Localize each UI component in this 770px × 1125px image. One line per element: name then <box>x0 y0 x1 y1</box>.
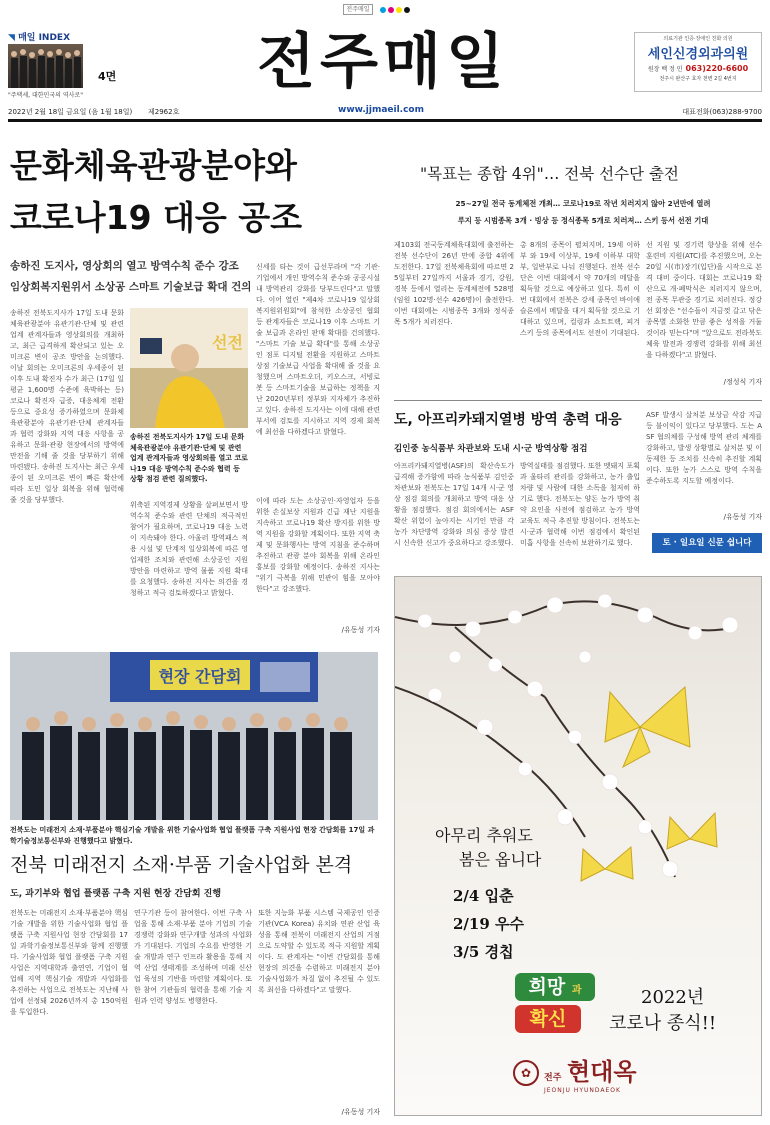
ad-logo <box>513 1045 673 1101</box>
ad-top-text: 의료기관 인증·장애인 친화 의원 <box>663 36 733 42</box>
ad-date-1: 2/4 입춘 <box>453 887 514 905</box>
athletes-byline: /정성식 기자 <box>723 378 762 386</box>
athletes-body-1: 제103회 전국동계체육대회에 출전하는 전북 선수단이 26년 만에 종합 4위에 도전한다. 17일 전북체육회에 따르면 25일부터 27일까지 서울과 경기, 강원, 경북 등에서 열리는 동계체전에 528명(임원 102명·선수 426명)이 출전한다. 이번 대회에는 시범종목 3개와 정식종목 5개가 치러진다. <box>394 241 514 326</box>
ad-doctor: 원장 백 정 민 <box>647 66 683 73</box>
issue-date: 2022년 2월 18일 금요일 (음 1월 18일) <box>8 108 133 116</box>
culture-sub-2: 임상회복지원위서 소상공 스마트 기술보급 확대 건의 <box>10 281 252 293</box>
battery-photo-caption: 전북도는 미래전지 소재·부품분야 핵심기술 개발을 위한 기술사업화 협업 플랫폼 구축 지원사업 현장 간담회를 17일 과학기술정보통신부와 진행했다고 밝혔다. <box>10 826 375 845</box>
site-url[interactable]: www.jjmaeil.com <box>338 105 424 115</box>
battery-photo <box>10 652 378 820</box>
ad-clinic-name: 세인신경외과의원 <box>647 47 749 62</box>
battery-body-1: 전북도는 미래전지 소재·부품분야 핵심기술 개발을 위한 기술사업화 협업 플랫폼 구축 지원사업 현장 간담회를 17일 과학기술정보통신부와 함께 진행했다. 기술사업화 협업 플랫폼 구축 지원사업은 지역대학과 출연연, 기업이 협업해 지역 핵심기술 개발과 사업화를 추진하는 사업으로 전북도는 지난해 사업에 선정돼 2026년까지 총 150억원을 투입한다. <box>10 909 128 1016</box>
ad-slogan-2: 코로나 종식!! <box>609 1013 717 1034</box>
ad-phone: 063)220-6600 <box>685 64 749 73</box>
index-box[interactable] <box>8 30 126 102</box>
ad-brand-en: JEONJU HYUNDAEOK <box>544 1087 621 1094</box>
ad-line-2: 봄은 옵니다 <box>459 850 542 869</box>
asf-body-3: ASF 발생시 살처분 보상금 삭감 지급 등 불이익이 있다고 당부했다. 도는 ASF 협의체를 구성해 방역 관리 체계를 강화하고, 발생 상황별로 살처분 및 이동제한 등 조치를 신속히 추진할 계획이다. 또한 농가 스스로 방역 수칙을 준수하도록 지도할 예정이다. <box>646 411 762 485</box>
battery-headline: 전북 미래전지 소재·부품 기술사업화 본격 <box>10 854 353 876</box>
culture-body-3: 위축된 지역경제 상황을 살펴보면서 방역수칙 준수와 관련 단체의 적극적인 참여가 필요하며, 코로나19 대응 노력이 지속돼야 한다. 아울러 방역패스 적용 시설 및 단계적 일상회복에 따른 영업제한 조치와 관련해 소상공인 지원 방안을 마련하고 방역 물품 지원 확대를 요청했다. 송하진 지사는 의견을 경청하고 적극 검토하겠다고 밝혔다. <box>130 501 248 597</box>
weekend-notice[interactable]: 토 · 일요일 신문 쉽니다 <box>652 533 762 553</box>
ad-badge-confidence: 확신 <box>515 1005 581 1033</box>
ad-brand-prefix: 전주 <box>544 1073 562 1083</box>
athletes-sub-2: 루지 등 시범종목 3개 · 빙상 등 정식종목 5개로 치러져… 스키 등서 선전 기대 <box>457 216 709 225</box>
ad-address: 전주시 완산구 효자 천변 2길 4번지 <box>659 76 737 82</box>
index-label: ◥ 매일 INDEX <box>8 33 71 43</box>
header-ad[interactable] <box>634 32 762 92</box>
battery-sub: 도, 과기부와 협업 플랫폼 구축 지원 현장 간담회 진행 <box>10 889 222 899</box>
date-line <box>8 104 762 122</box>
battery-byline: /유동성 기자 <box>341 1108 380 1116</box>
asf-headline: 도, 아프리카돼지열병 방역 총력 대응 <box>394 412 622 428</box>
culture-headline-1: 문화체육관광분야와 <box>10 146 297 185</box>
culture-body-4: 이에 따라 도는 소상공인·자영업자 등을 위한 손실보상 지원과 긴급 재난 지원을 지속하고 코로나19 확산 방지를 위한 방역 지원을 강화할 계획이다. 또한 지역 축제 및 문화행사는 방역 지침을 준수하며 추진하고 관광 분야 회복을 위해 온라인 홍보를 강화할 예정이다. 송하진 지사는 "위기 극복을 위해 민관이 힘을 모아야 한다"고 강조했다. <box>256 497 380 593</box>
ad-badge-mid: 과 <box>571 985 582 996</box>
battery-photo-graphic <box>10 652 378 820</box>
athletes-body-2: 총 8개의 종목이 펼쳐지며, 19세 이하부 와 19세 이상부, 19세 이하부 대학부, 일반부로 나눠 진행된다. 전북 선수단은 이번 대회에서 약 70개의 메달을 획득할 것으로 예상하고 있다. 특히 이번 대회에서 전북은 강세 종목인 바이애슬론에서 메달을 대거 획득할 것으로 기대하고 있으며, 컬링과 쇼트트랙, 피겨 스키 등의 종목에서도 선전이 기대된다. <box>520 241 640 337</box>
ad-date-3: 3/5 경칩 <box>453 943 514 961</box>
index-page: 4면 <box>98 70 117 83</box>
issue-number: 제2962호 <box>148 108 180 116</box>
asf-body-2: 방역실태를 점검했다. 또한 멧돼지 포획과 울타리 관리를 강화하고, 농가 출입 차량 및 사람에 대한 소독을 철저히 하기로 했다. 전북도는 양돈 농가 방역 취약 요인을 사전에 점검하고 농가 방역 교육도 적극 추진할 방침이다. 전북도는 시·군과 협력해 이번 점검에서 확인된 미흡 사항을 신속히 보완하기로 했다. <box>520 462 640 547</box>
ad-line-1: 아무리 추워도 <box>435 826 533 845</box>
ad-logo-mark-icon: ✿ <box>513 1060 539 1086</box>
ad-badge-1: 희망 <box>528 976 566 998</box>
battery-body-2: 연구기관 등이 참여한다. 이번 구축 사업을 통해 소재·부품 분야 기업의 기술 경쟁력 강화와 연구개발 성과의 사업화가 기대된다. 기업의 수요를 반영한 기술 개발과 연구 인프라 활용을 통해 지역 산업 생태계를 조성하며 미래 신산업 육성의 기반을 마련할 계획이다. 또한 참여 기관들의 협력을 통해 기술 지원과 인력 양성도 병행한다. <box>134 909 252 1005</box>
culture-body-2: 신세를 타는 것이 급선무라며 "각 기관·기업에서 개인 방역수칙 준수와 공공시설 내 방역관리 강화를 당부드린다"고 말했다. 이어 열린 "제4차 코로나19 일상회복지원위원회"에 참석한 소상공인 협회 등 관계자들은 코로나19 이후 스마트 기술 보급과 온라인 판매 확대를 건의했다. "스마트 기술 보급 확대"를 통해 소상공인 점포 디지털 전환을 지원하고 스마트 상점 기술보급 사업을 확대해 줄 것을 요청했으며 스마트오더, 키오스크, 서빙로봇 등 스마트기술을 보급하는 정책을 지난 2020년부터 정부와 지자체가 추진하고 있다. 송하진 도지사는 이에 대해 관련 부서에 검토를 지시하고 지역 경제 회복에 최선을 다하겠다고 밝혔다. <box>256 263 380 436</box>
index-caption: "주택세, 대한민국의 역사로" <box>8 92 83 99</box>
battery-body-3: 또한 지능화 부품 시스템 국제공인 인증기관(VCA Korea) 유치와 연관 산업 육성을 통해 전북이 미래전지 산업의 거점으로 도약할 수 있도록 적극 지원할 계획이다. 도 관계자는 "이번 간담회를 통해 현장의 의견을 수렴하고 미래전지 분야 기술사업화가 차질 없이 추진될 수 있도록 최선을 다하겠다"고 말했다. <box>258 909 380 994</box>
battery-banner-text: 현장 간담회 <box>158 667 242 686</box>
svg-text:선전: 선전 <box>212 333 243 352</box>
culture-byline: /유동성 기자 <box>341 626 380 634</box>
athletes-sub-1: 25~27일 전국 동계체전 개최… 코로나19로 작년 치러지지 않아 2년만에 열려 <box>455 199 711 208</box>
ad-slogan-1: 2022년 <box>641 987 705 1008</box>
culture-photo-caption: 송하진 전북도지사가 17일 도내 문화체육관광분야 유관기관·단체 및 관련업계 관계자들과 영상회의를 열고 코로나19 대응 방역수칙 준수와 협력 등 상황 점검 관련 질의했다. <box>130 433 248 483</box>
culture-sub-1: 송하진 도지사, 영상회의 열고 방역수칙 준수 강조 <box>10 260 239 272</box>
culture-body-1: 송하진 전북도지사가 17일 도내 문화체육관광분야 유관기관·단체 및 관련업계 관계자들과 영상회의를 개최하고, 최근 급격하게 확산되고 있는 오미크론 변이 공조 방안을 논의했다. 이날 회의는 오미크론의 우세종이 된 이후 도내 확진자 수가 최근 (17일 일평균 1,600명 수준에 육박하는 등) 코로나 확진자 급증, 대응체계 전환 등으로 중요성 증가하였으며 문화체육관광분야 유관기관·단체 관계자들과 협력 강화와 지역 대응 사항을 공유하고 문화·관광 현장에서의 방역에 만전을 기해 줄 것을 당부하기 위해 마련됐다. 송하진 도지사는 최근 우세종이 된 오미크론 변이 빠른 확산에 따라 도민 일상 회복을 위해 협력해 줄 것을 당부했다. <box>10 309 124 504</box>
arrow-icon: ◥ <box>8 33 19 43</box>
ad-date-2: 2/19 우수 <box>453 915 524 933</box>
print-label: 전주매일 <box>343 4 373 15</box>
divider <box>394 400 762 401</box>
top-strip <box>0 0 770 20</box>
athletes-headline: "목표는 종합 4위"… 전북 선수단 출전 <box>420 165 679 183</box>
ad-illustration <box>395 577 762 1116</box>
culture-photo-graphic <box>130 308 248 428</box>
culture-headline-2: 코로나19 대응 공조 <box>10 198 303 237</box>
hyundaeok-ad[interactable] <box>394 576 762 1116</box>
asf-body-1: 아프리카돼지열병(ASF)의 확산속도가 급격해 증가함에 따라 농식품부 김인중 차관보와 전북도는 17일 14개 시·군 영상 점검 회의를 개최하고 방역 대응 상황을 점검했다. 점검 회의에서는 ASF 확산 위험이 높아지는 시기인 만큼 각 농가 차단방역 강화와 의심 증상 발견 시 신속한 신고가 중요하다고 강조했다. <box>394 462 514 547</box>
ad-badge-hope <box>515 973 595 1001</box>
masthead: 전주매일 <box>257 27 509 97</box>
phone-number: 대표전화(063)288-9700 <box>682 108 762 116</box>
cmyk-marks <box>380 7 410 13</box>
culture-photo <box>130 308 248 428</box>
index-photo <box>8 44 83 88</box>
asf-sub: 김인중 농식품부 차관보와 도내 시·군 방역상황 점검 <box>394 444 588 454</box>
ad-brand-name: 현대옥 <box>566 1057 637 1086</box>
asf-byline: /유동성 기자 <box>723 513 762 521</box>
athletes-body-3: 선 지원 및 경기력 향상을 위해 선수 훈련비 지원(ATC)를 추진했으며, 오는 20일 시(市)장기(입단)을 시작으로 본격 대비 중이다. 대회는 코로나19 확산으로 개·폐막식은 치러지지 않으며, 전 종목 무관중 경기로 치러진다. 정강선 회장은 "선수들이 지금껏 갈고 닦은 종목별 소화한 만큼 좋은 성적을 거둘 것이라 믿는다"며 "앞으로도 전라북도 체육 발전과 경쟁력 강화를 위해 최선을 다하겠다"고 밝혔다. <box>646 241 762 359</box>
